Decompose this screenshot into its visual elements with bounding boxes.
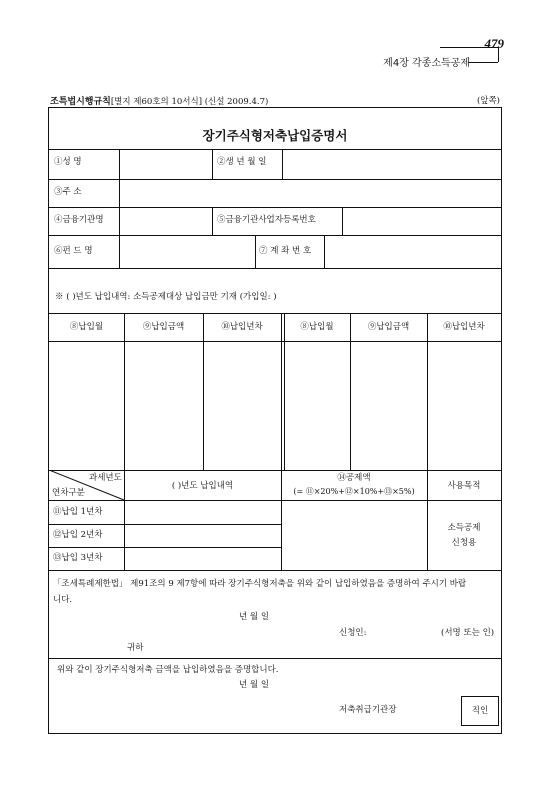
col-header-year: ⑩납입년차 (221, 322, 263, 332)
row-year-2: ⑫납입 2년차 (53, 530, 103, 540)
deduction-formula: (= ⑪×20%+⑫×10%+⑬×5%) (293, 487, 415, 496)
issuer-label: 저축취급기관장 (339, 705, 397, 715)
rule-reference (50, 94, 268, 107)
fund-label: ⑥펀 드 명 (54, 246, 93, 256)
seal-label: 직인 (471, 706, 489, 716)
signature-note: (서명 또는 인) (441, 628, 495, 638)
payment-notice: ※ ( )년도 납입내역: 소득공제대상 납입금만 기재 (가입일: ) (55, 292, 277, 302)
row-line (49, 179, 501, 180)
col-line (350, 313, 351, 470)
col-line (324, 235, 325, 268)
row-line (49, 570, 501, 571)
seal-box (461, 696, 499, 726)
col-line (281, 470, 282, 570)
deduction-header: ⑭공제액 (337, 473, 371, 483)
birth-label: ②생 년 월 일 (217, 157, 267, 167)
col-line (427, 313, 428, 470)
row-line (49, 268, 501, 269)
header-rule-vertical (498, 47, 499, 62)
header-rule (440, 47, 498, 48)
certificate-form (48, 107, 502, 734)
application-date: 년 월 일 (239, 612, 270, 622)
row-line (49, 207, 501, 208)
rule-reference-bold: 조특법시행규칙 (50, 97, 111, 107)
purpose-header: 사용목적 (447, 481, 481, 491)
diagonal-top-label: 과세년도 (89, 473, 122, 483)
purpose-line-2: 신청용 (451, 538, 477, 548)
col-line (212, 149, 213, 179)
statement-line-2: 니다. (53, 595, 73, 605)
col-header-amount: ⑨납입금액 (142, 322, 185, 332)
col-header-month-2: ⑧납입월 (300, 322, 334, 332)
header-rule-bottom (468, 62, 498, 63)
row-line (49, 313, 501, 314)
col-line (255, 235, 256, 268)
applicant-label: 신청인: (339, 628, 367, 638)
col-line (342, 207, 343, 235)
side-marker: (앞쪽) (476, 96, 500, 106)
year-detail-header: ( )년도 납입내역 (171, 481, 234, 491)
page-number: 479 (484, 36, 504, 51)
col-line (124, 313, 125, 470)
address-label: ③주 소 (54, 187, 82, 197)
name-label: ①성 명 (54, 157, 82, 167)
certify-statement: 위와 같이 장기주식형저축 금액을 납입하였음을 증명합니다. (57, 665, 279, 675)
row-line (49, 149, 501, 150)
col-line (203, 313, 204, 470)
account-label: ⑦ 계 좌 번 호 (259, 246, 312, 256)
rule-reference-text: [별지 제60호의 10서식] (신설 2009.4.7) (110, 97, 269, 107)
form-title: 장기주식형저축납입증명서 (202, 128, 348, 143)
row-line (49, 658, 501, 659)
purpose-line-1: 소득공제 (447, 523, 481, 533)
row-year-3: ⑬납입 3년차 (53, 553, 103, 563)
diagonal-bottom-label: 연차구분 (52, 488, 85, 498)
col-line (212, 207, 213, 235)
reg-no-label: ⑤금융기관사업자등록번호 (217, 215, 316, 225)
addressee: 귀하 (127, 643, 144, 653)
col-line (119, 149, 120, 207)
statement-line-1: 「조세특례제한법」 제91조의 9 제7항에 따라 장기주식형저축을 위와 같이 납입하였음을 증명하여 주시기 바랍 (53, 579, 467, 589)
row-year-1: ⑪납입 1년차 (53, 507, 103, 517)
col-line (284, 313, 285, 470)
col-line (119, 207, 120, 268)
col-header-amount-2: ⑨납입금액 (367, 322, 410, 332)
row-line (49, 524, 281, 525)
col-header-month: ⑧납입월 (69, 322, 104, 332)
row-line (49, 235, 501, 236)
row-line (49, 547, 281, 548)
chapter-heading: 제4장 각종소득공제 (383, 58, 470, 69)
col-line (281, 313, 282, 470)
institution-label: ④금융기관명 (54, 215, 104, 225)
col-line (282, 149, 283, 179)
certification-date: 년 월 일 (239, 680, 270, 690)
row-line (49, 341, 501, 342)
col-header-year-2: ⑩납입년차 (443, 322, 485, 332)
